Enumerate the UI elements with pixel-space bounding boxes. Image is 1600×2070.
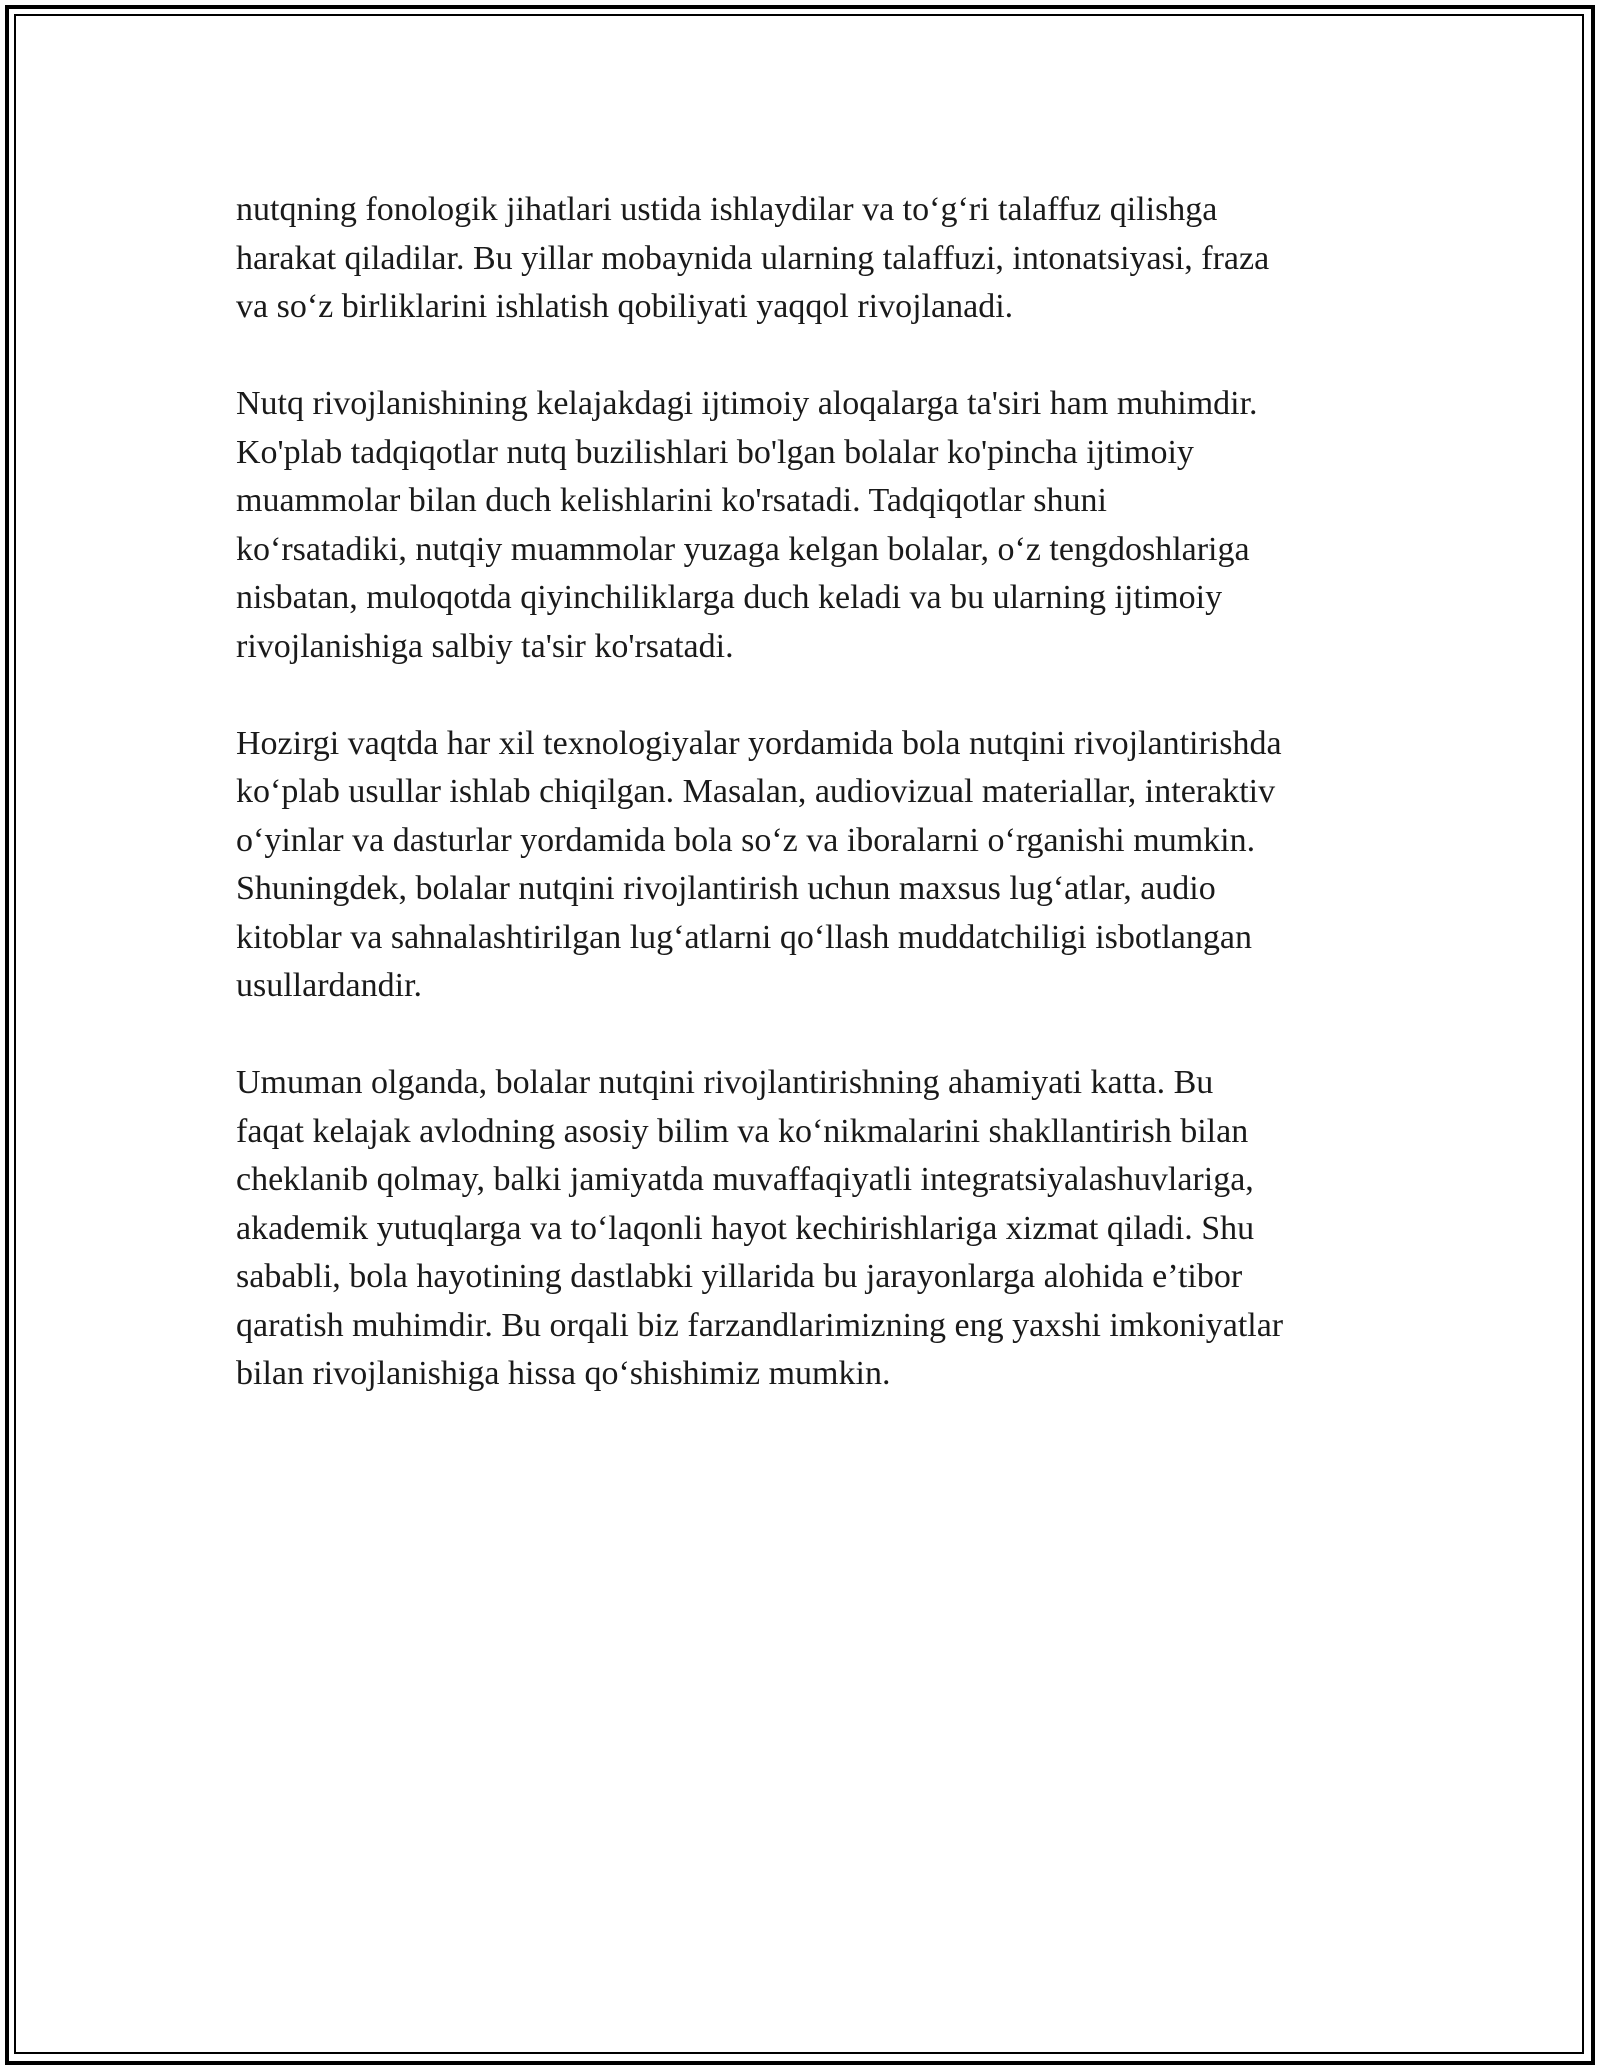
document-body — [236, 186, 1386, 1447]
text-line: akademik yutuqlarga va to‘laqonli hayot kechirishlariga xizmat qiladi. Shu — [236, 1209, 1255, 1247]
text-line: sababli, bola hayotining dastlabki yillarida bu jarayonlarga alohida e’tibor — [236, 1258, 1243, 1295]
text-line: Umuman olganda, bolalar nutqini rivojlantirishning ahamiyati katta. Bu — [236, 1064, 1214, 1101]
text-line: ko‘plab usullar ishlab chiqilgan. Masalan, audiovizual materiallar, interaktiv — [236, 773, 1276, 810]
paragraph-2 — [236, 380, 1386, 671]
text-line: usullardandir. — [236, 967, 423, 1004]
paragraph-4 — [236, 1059, 1386, 1399]
text-line: muammolar bilan duch kelishlarini ko'rsatadi. Tadqiqotlar shuni — [236, 482, 1107, 519]
paragraph-1 — [236, 186, 1386, 332]
text-line: Nutq rivojlanishining kelajakdagi ijtimoiy aloqalarga ta'siri ham muhimdir. — [236, 385, 1258, 422]
text-line: qaratish muhimdir. Bu orqali biz farzandlarimizning eng yaxshi imkoniyatlar — [236, 1306, 1284, 1344]
text-line: faqat kelajak avlodning asosiy bilim va ko‘nikmalarini shakllantirish bilan — [236, 1112, 1249, 1150]
text-line: nutqning fonologik jihatlari ustida ishlaydilar va to‘g‘ri talaffuz qilishga — [236, 191, 1218, 228]
text-line: kitoblar va sahnalashtirilgan lug‘atlarni qo‘llash muddatchiligi isbotlangan — [236, 918, 1252, 956]
paragraph-3 — [236, 720, 1386, 1011]
text-line: rivojlanishiga salbiy ta'sir ko'rsatadi. — [236, 627, 734, 665]
text-line: Hozirgi vaqtda har xil texnologiyalar yordamida bola nutqini rivojlantirishda — [236, 724, 1282, 762]
text-line: cheklanib qolmay, balki jamiyatda muvaffaqiyatli integratsiyalashuvlariga, — [236, 1161, 1254, 1198]
text-line: Ko'plab tadqiqotlar nutq buzilishlari bo'lgan bolalar ko'pincha ijtimoiy — [236, 433, 1194, 471]
text-line: bilan rivojlanishiga hissa qo‘shishimiz mumkin. — [236, 1355, 891, 1392]
text-line: va so‘z birliklarini ishlatish qobiliyati yaqqol rivojlanadi. — [236, 288, 1014, 325]
text-line: o‘yinlar va dasturlar yordamida bola so‘z va iboralarni o‘rganishi mumkin. — [236, 821, 1256, 859]
text-line: Shuningdek, bolalar nutqini rivojlantirish uchun maxsus lug‘atlar, audio — [236, 870, 1216, 907]
text-line: ko‘rsatadiki, nutqiy muammolar yuzaga kelgan bolalar, o‘z tengdoshlariga — [236, 530, 1250, 568]
text-line: nisbatan, muloqotda qiyinchiliklarga duch keladi va bu ularning ijtimoiy — [236, 579, 1223, 616]
text-line: harakat qiladilar. Bu yillar mobaynida ularning talaffuzi, intonatsiyasi, fraza — [236, 239, 1270, 277]
